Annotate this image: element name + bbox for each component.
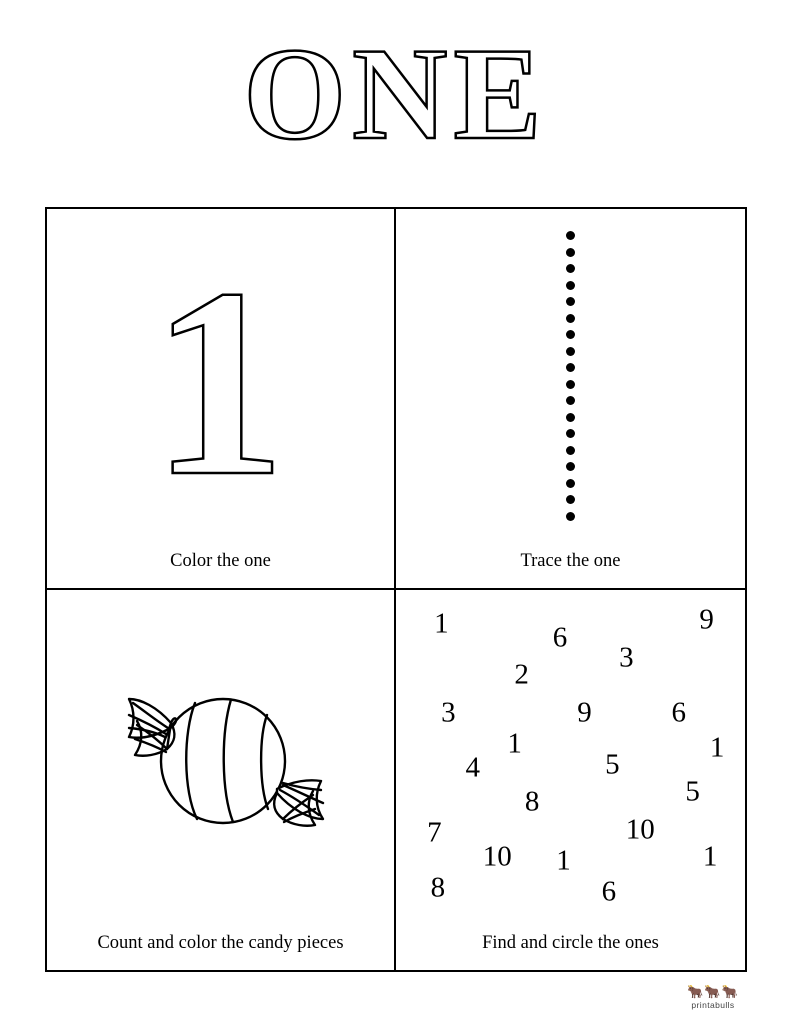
trace-dot (566, 330, 575, 339)
panel-caption-color: Color the one (170, 550, 271, 571)
outline-numeral: 1 (151, 233, 286, 533)
worksheet-header (0, 20, 791, 167)
trace-dot (566, 231, 575, 240)
candy-area (47, 590, 394, 934)
trace-dot (566, 495, 575, 504)
candy-piece-icon (71, 633, 371, 883)
panel-count-candy (47, 590, 396, 971)
cloud-number[interactable]: 5 (685, 775, 700, 808)
trace-dot (566, 512, 575, 521)
number-cloud (396, 590, 745, 934)
trace-dot (566, 396, 575, 405)
trace-dot (566, 413, 575, 422)
trace-dot (566, 314, 575, 323)
trace-dot (566, 462, 575, 471)
cloud-number[interactable]: 10 (625, 813, 655, 846)
cloud-number[interactable]: 9 (699, 603, 714, 636)
trace-dot (566, 446, 575, 455)
cloud-number[interactable]: 1 (556, 844, 571, 877)
trace-dot (566, 347, 575, 356)
cloud-number[interactable]: 10 (482, 840, 512, 873)
trace-dot (566, 363, 575, 372)
page-title: ONE (243, 20, 548, 167)
trace-dot (566, 297, 575, 306)
brand-name: printabulls (691, 1000, 735, 1010)
cloud-number[interactable]: 9 (577, 696, 592, 729)
cloud-number[interactable]: 7 (427, 816, 442, 849)
panel-caption-trace: Trace the one (520, 550, 621, 571)
cloud-number[interactable]: 4 (465, 751, 481, 784)
cloud-number[interactable]: 3 (441, 696, 456, 729)
cloud-number[interactable]: 1 (434, 607, 449, 640)
cloud-number[interactable]: 3 (619, 641, 634, 674)
panel-find-ones (396, 590, 745, 971)
trace-dot (566, 380, 575, 389)
cloud-number[interactable]: 1 (709, 731, 725, 763)
panel-color-the-one (47, 209, 396, 590)
panel-caption-count: Count and color the candy pieces (97, 933, 344, 953)
trace-dot (566, 264, 575, 273)
cloud-number[interactable]: 6 (601, 875, 617, 908)
cloud-number[interactable]: 6 (671, 696, 686, 729)
cloud-number[interactable]: 8 (524, 785, 540, 818)
activity-grid (45, 207, 747, 972)
cloud-number[interactable]: 5 (605, 748, 620, 781)
cloud-number[interactable]: 2 (514, 658, 529, 691)
cloud-number[interactable]: 1 (702, 840, 718, 873)
cloud-number[interactable]: 8 (430, 871, 446, 904)
footer-logo (673, 985, 753, 1010)
number-cloud-area (396, 590, 745, 934)
cloud-number[interactable]: 1 (507, 727, 522, 760)
trace-dot-column (566, 231, 575, 521)
trace-dot (566, 429, 575, 438)
trace-dot (566, 281, 575, 290)
panel-caption-find: Find and circle the ones (482, 933, 659, 953)
color-numeral-area (47, 209, 394, 551)
trace-dot (566, 479, 575, 488)
trace-dot (566, 248, 575, 257)
panel-trace-the-one (396, 209, 745, 590)
bulls-icon: 🐂🐂🐂 (687, 984, 739, 999)
trace-dots-area (396, 209, 745, 551)
cloud-number[interactable]: 6 (552, 621, 568, 654)
